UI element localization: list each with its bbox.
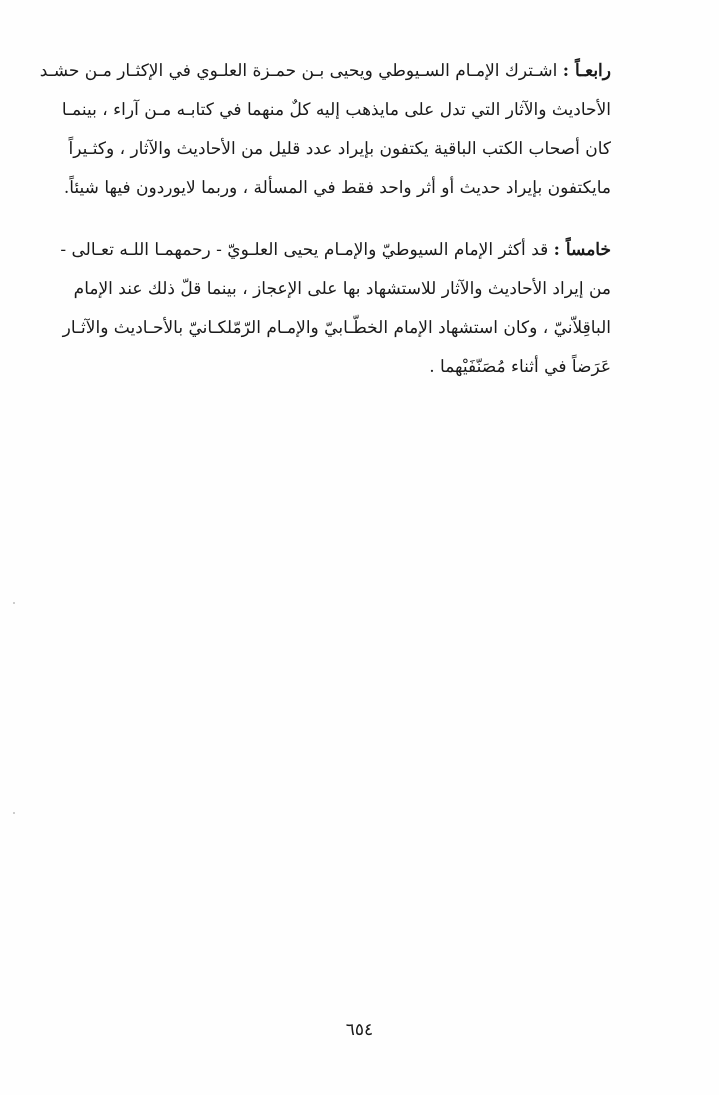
paragraph-line: من إيراد الأحاديث والآثار للاستشهاد بها على الإعجاز ، بينما قلّ ذلك عند الإمام xyxy=(73,279,611,299)
paragraph-fifth xyxy=(60,231,611,387)
paragraph-line: رابعـاً : اشـترك الإمـام السـيوطي ويحيى بـن حمـزة العلـوي في الإكثـار مـن حشـد xyxy=(39,61,611,81)
page-number: ٦٥٤ xyxy=(345,1020,374,1040)
scan-speck xyxy=(13,812,15,814)
paragraph-line: الأحاديث والآثار التي تدل على مايذهب إليه كلٌ منهما في كتابـه مـن آراء ، بينمـا xyxy=(61,100,611,120)
paragraph-lead: خامساً : xyxy=(553,240,611,260)
paragraph-line: مايكتفون بإيراد حديث أو أثر واحد فقط في المسألة ، وربما لايوردون فيها شيئاً. xyxy=(63,178,611,198)
paragraph-lead: رابعـاً : xyxy=(562,61,611,81)
paragraph-fourth xyxy=(39,52,611,208)
paragraph-line: عَرَضاً في أثناء مُصَنّفَيْهما . xyxy=(429,357,611,377)
paragraph-line: خامساً : قد أكثر الإمام السيوطيّ والإمـام يحيى العلـويّ - رحمهمـا اللـه تعـالى - xyxy=(60,240,611,260)
paragraph-line: الباقِلاّنيّ ، وكان استشهاد الإمام الخطّـابيّ والإمـام الرّمّلكـانيّ بالأحـاديث والآثـار xyxy=(62,318,611,338)
paragraph-line: كان أصحاب الكتب الباقية يكتفون بإيراد عدد قليل من الأحاديث والآثار ، وكثـيراً xyxy=(68,139,611,159)
scan-speck xyxy=(13,602,15,604)
